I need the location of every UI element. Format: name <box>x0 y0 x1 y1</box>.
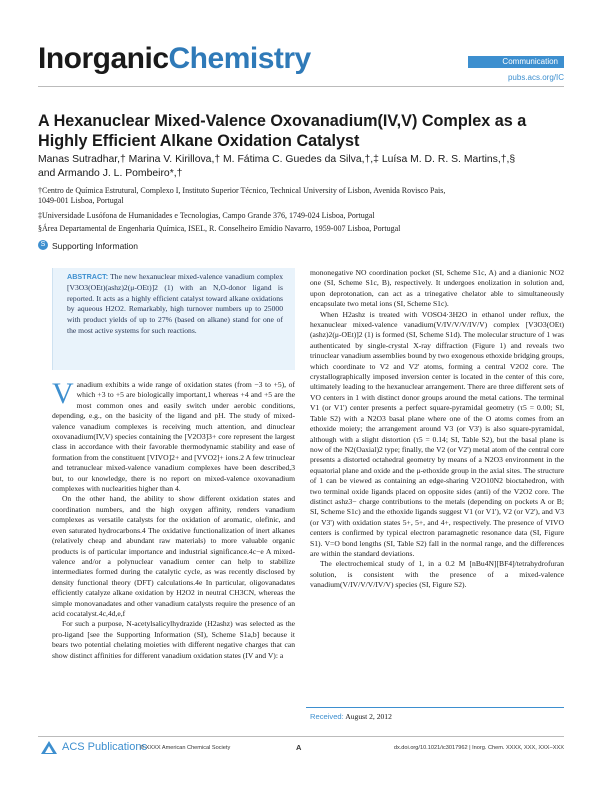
body-left-column <box>52 377 295 661</box>
article-title: A Hexanuclear Mixed-Valence Oxovanadium(IV,V) Complex as a Highly Efficient Alkane Oxidation Catalyst <box>38 112 527 150</box>
body-right-paragraph-1: mononegative NO coordination pocket (SI, Scheme S1c, A) and a dianionic NO2 one (SI, Scheme S1c, B), respectively. It undergoes enolization in solution and, upon deprotonation, can act as a trinegative chelator able to simultaneously encapsulate two metal ions (SI, Scheme S1c). <box>310 268 564 309</box>
received-date <box>310 712 392 721</box>
journal-logo <box>38 44 311 74</box>
doi-citation[interactable]: dx.doi.org/10.1021/ic3017962 | Inorg. Chem. XXXX, XXX, XXX−XXX <box>393 745 564 751</box>
received-label: Received: <box>310 712 344 721</box>
body-right-paragraph-2: When H2ashz is treated with VOSO4·3H2O in ethanol under reflux, the hexanuclear mixed-valence vanadium(V/IV/V/V/IV/V) complex [V3O3(OEt)(ashz)2(μ-OEt)]2 (1) is formed (SI, Scheme S1d). The molecular structure of 1 was authenticated by single-crystal X-ray diffraction (Figure 1) and reveals two trinuclear vanadium assemblies bound by two exogenous ethoxide bridging groups, which coordinate to V2 and V2' atoms, forming a central V2O2 core. The crystallographically imposed inversion center is located in the center of this core, ultimately leading to the hexanuclear arrangement. There are three different sets of VO centers in 1 with distinct donor groups around the metal cations. The terminal V1 (or V1') center presents a perfect square-pyramidal geometry (τ5 = 0.00; SI, Table S2) with a N2O3 basal plane where one of the O atoms comes from an ethoxide moiety; the arrangement around V3 (or V3') is also square-pyramidal, although with a slight distortion (τ5 = 0.14; SI, Table S2), but the basal plane is now of the N2(Oaxial)2 type; finally, the V2 (or V2') metal atom of the central core presents a distorted octahedral geometry by means of a N2O3 environment in the equatorial plane and oxide and the μ-ethoxide group in the axial sites. The structure of 1 can be viewed as containing an edge-sharing V2O10N2 bioctahedron, with two terminal oxide ligands placed on opposite sides (anti) of the V2O2 core. The distinct ashz3− charge contributions to the metals (depending on pockets A or B; SI, Scheme S1c) and the ethoxide ligands suggest V1 (or V1'), V2 (or V2'), and V3 (or V3') with oxidation states 5+, 5+, and 4+, respectively. The presence of VIVO centers is confirmed by typical electron paramagnetic resonance data (SI, Figure S1). V=O bond lengths (SI, Table S2) fall in the normal range, and the differences are within the standard deviations. <box>310 309 564 558</box>
header-divider <box>38 86 564 87</box>
abstract-text: The new hexanuclear mixed-valence vanadium complex [V3O3(OEt)(ashz)2(μ-OEt)]2 (1) with an N,O-donor ligand is reported. It acts as a highly efficient catalyst toward alkane oxidations by aqueous H2O2. Remarkably, high turnover numbers up to 25000 with product yields of up to 27% (based on alkane) stand for one of the most active systems for such reactions. <box>67 272 283 335</box>
journal-name-chemistry: Chemistry <box>168 42 311 75</box>
affiliation-3: §Área Departamental de Engenharia Química, ISEL, R. Conselheiro Emídio Navarro, 1959-007 Lisboa, Portugal <box>38 224 401 233</box>
authors-line-2: and Armando J. L. Pombeiro*,† <box>38 168 183 179</box>
copyright-notice: © XXXX American Chemical Society <box>140 745 231 751</box>
body-right-column <box>310 268 564 591</box>
abstract-box <box>52 268 295 370</box>
journal-url-link[interactable]: pubs.acs.org/IC <box>507 73 564 82</box>
affiliation-1-line-2: 1049-001 Lisboa, Portugal <box>38 196 124 205</box>
authors-line-1: Manas Sutradhar,† Marina V. Kirillova,† M. Fátima C. Guedes da Silva,†,‡ Luísa M. D. R. S. Martins,†,§ <box>38 154 516 165</box>
supporting-info-link[interactable]: Supporting Information <box>52 241 138 251</box>
journal-name-inorganic: Inorganic <box>38 42 169 75</box>
body-left-paragraph-1: anadium exhibits a wide range of oxidation states (from −3 to +5), of which +3 to +5 are biologically important,1 whereas +4 and +5 are the most common ones and easily switch under aerobic conditions, depending, e.g., on the basicity of the ligand and pH. The study of mixed-valence vanadium complexes is receiving much attention, and dinuclear oxovanadium(IV,V) species containing the [V2O3]3+ core represent the largest class in accordance with their favorable thermodynamic stability and ease of formation from the constituent [VIVO]2+ and [VVO2]+ ions.2 A few trinuclear and tetranuclear mixed-valence vanadium complexes have been described,3 but, to our knowledge, there is no report on mixed-valence oxovanadium complexes with nuclearities higher than 4. <box>52 380 295 494</box>
body-left-paragraph-3: For such a purpose, N-acetylsalicylhydrazide (H2ashz) was selected as the pro-ligand [see the Supporting Information (SI), Scheme S1a,b] because it bears two potential chelating moieties with different negative charges that can show distinct affinities for different vanadium oxidation states (IV and V): a <box>52 619 295 660</box>
article-type-badge: Communication <box>468 56 564 68</box>
publisher-name: ACS Publications <box>62 741 147 753</box>
body-left-paragraph-2: On the other hand, the ability to show different oxidation states and coordination numbers, and the high oxygen affinity, renders vanadium complexes as versatile catalysts for the oxidation of aromatic, olefinic, and even saturated hydrocarbons.4 The oxidative functionalization of inert alkanes (relatively cheap and abundant raw materials) to more valuable organic products is of particular importance and industrial significance.4c−e A mixed-valence and/or a polynuclear vanadium center can help to stabilize intermediates formed during the catalytic cycle, as was recently disclosed by density functional theory (DFT) calculations.4e In particular, oligovanadates efficiently catalyze alkane oxidation by H2O2 in neutral CH3CN, whereas the simple monovanadates and other vanadium catalysts require the presence of an acid cocatalyst.4c,4d,e,f <box>52 494 295 618</box>
affiliation-1 <box>38 186 564 206</box>
supporting-info-icon[interactable]: S <box>38 240 48 250</box>
received-value: August 2, 2012 <box>345 712 392 721</box>
affiliation-2: ‡Universidade Lusófona de Humanidades e Tecnologias, Campo Grande 376, 1749-024 Lisboa, Portugal <box>38 211 375 220</box>
acs-logo-icon <box>40 740 58 755</box>
received-divider <box>306 707 564 708</box>
author-list <box>38 153 564 181</box>
footer-divider <box>38 736 564 737</box>
dropcap-letter: V <box>52 377 74 410</box>
abstract-label: ABSTRACT: <box>67 272 109 281</box>
body-right-paragraph-3: The electrochemical study of 1, in a 0.2 M [nBu4N][BF4]/tetrahydrofuran solution, is consistent with the presence of a mixed-valence vanadium(V/IV/V/V/IV/V) species (SI, Figure S2). <box>310 559 564 590</box>
affiliation-1-line-1: †Centro de Química Estrutural, Complexo I, Instituto Superior Técnico, Technical University of Lisbon, Avenida Rovisco Pais, <box>38 186 446 195</box>
page-number: A <box>296 743 302 752</box>
